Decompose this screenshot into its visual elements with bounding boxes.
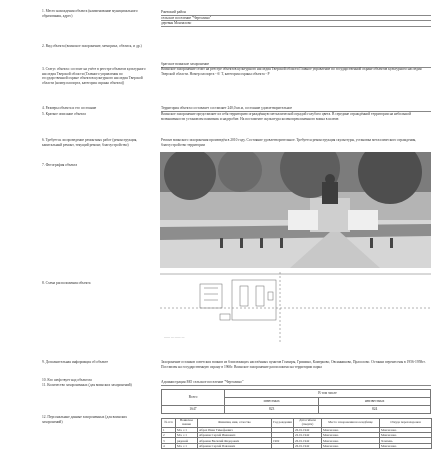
memorial-photo-image bbox=[160, 152, 431, 268]
row-death-date: 22.01.1942 bbox=[294, 432, 322, 437]
stats-known-header: известных bbox=[225, 398, 319, 406]
label-buried-count: 11. Количество захороненных (для воинских захоронений) bbox=[42, 383, 132, 387]
row-burial-place: Мончалово bbox=[322, 427, 380, 432]
burial-header-death-date: Дата гибели (смерти) bbox=[294, 419, 322, 428]
burial-header-num: № п/п bbox=[162, 419, 176, 428]
repairs-value: Ремонт воинского захоронения произведён в 2010 году. Состояние удовлетворительное. Требуется реконструкция скульптуры, установка металлического ограждения, благоустройство территории bbox=[161, 138, 417, 147]
row-num: 4 bbox=[162, 443, 176, 448]
burial-header-reburied-from: Откуда перезахоронен bbox=[380, 419, 432, 428]
row-rank: Мл. с-т bbox=[176, 432, 198, 437]
label-size: 4. Размеры объекта и его состояние bbox=[42, 106, 97, 110]
stats-known-value: 823 bbox=[225, 406, 319, 414]
row-death-date: 26.01.1942 bbox=[294, 427, 322, 432]
label-description: 5. Краткое описание объекта bbox=[42, 112, 86, 116]
row-burial-place: Мончалово bbox=[322, 438, 380, 443]
stats-total-header: Всего bbox=[162, 390, 225, 406]
row-reburied-from: Мончалово bbox=[380, 427, 432, 432]
patron-value: Администрация МО сельское поселение "Чертолино" bbox=[161, 380, 431, 386]
row-rank: Мл. с-т bbox=[176, 443, 198, 448]
label-repairs: 6. Требуется ли проведение ремонтных работ (реконструкция, капитальный ремонт, текущий ремонт, благоустройство) bbox=[42, 138, 138, 147]
table-row bbox=[162, 427, 432, 432]
label-additional-info: 9. Дополнительная информация об объекте bbox=[42, 360, 109, 364]
row-num: 3 bbox=[162, 438, 176, 443]
stats-unknown-header: неизвестных bbox=[319, 398, 431, 406]
location-scheme-drawing bbox=[160, 272, 431, 342]
row-name: Абрамов Сергей Павлович bbox=[198, 443, 272, 448]
row-reburied-from: Мончалово bbox=[380, 443, 432, 448]
label-object-type: 2. Вид объекта (воинское захоронение, мемориал, обелиск, и др.) bbox=[42, 44, 142, 48]
row-num: 1 bbox=[162, 427, 176, 432]
row-name: Абрах Иван Тимофеевич bbox=[198, 427, 272, 432]
burial-header-name: Фамилия, имя, отчество bbox=[198, 419, 272, 428]
burial-header-burial-place: Место захоронения на кладбище bbox=[322, 419, 380, 428]
status-value: Воинское захоронение стоит на реестре объектов культурного наследия Тверской области Главное управление по государственной охране объектов культурного наследия Тверской области. Номер паспорта - б/ Т, категория охраны объекта - Р bbox=[161, 67, 422, 76]
row-death-date: 26.01.1942 bbox=[294, 443, 322, 448]
label-location: 1. Место нахождения объекта (наименование муниципального образования, адрес) bbox=[42, 9, 138, 18]
label-status: 3. Статус объекта: состоит на учёте в реестре объектов культурного наследия Тверской области (Главного управления по государственной охране объектов культурного наследия Тверской области (номер паспорта, категория охраны объекта)) bbox=[42, 67, 146, 85]
row-reburied-from: Хлепень bbox=[380, 438, 432, 443]
buried-count-table bbox=[161, 389, 431, 414]
additional-info-value: Захоронение останков советских воинов из близлежащих населённых пунктов Гончары, Гришино, Камерково, Овсянниково, Прасолово. Останки перенесены в 1956-1958гг. Поставлен на государственную охрану в 1960г. Воинское захоронение расположено на территории парка bbox=[161, 360, 426, 369]
location-district: Ржевский район bbox=[161, 10, 431, 16]
row-rank: Мл. с-т bbox=[176, 427, 198, 432]
table-row bbox=[162, 438, 432, 443]
burial-header-rank: Воинское звание bbox=[176, 419, 198, 428]
label-scheme: 8. Схема расположения объекта bbox=[42, 281, 91, 285]
burial-header-birth-year: Год рождения bbox=[272, 419, 294, 428]
location-settlement: сельское поселение "Чертолино" bbox=[161, 16, 431, 22]
label-patron: 10. Кто шефствует над объектом bbox=[42, 378, 92, 382]
table-row bbox=[162, 432, 432, 437]
object-type-value: братское воинское захоронение bbox=[161, 62, 431, 68]
row-reburied-from: Мончалово bbox=[380, 432, 432, 437]
burial-list-table bbox=[161, 418, 432, 449]
row-burial-place: Мончалово bbox=[322, 432, 380, 437]
row-burial-place: Мончалово bbox=[322, 443, 380, 448]
svg-text:—— — —— —: —— — —— — bbox=[164, 335, 185, 339]
label-photo: 7. Фотография объекта bbox=[42, 163, 78, 167]
row-num: 2 bbox=[162, 432, 176, 437]
row-name: Абрамов Василий Федорович bbox=[198, 438, 272, 443]
location-scheme bbox=[160, 272, 431, 342]
row-rank: рядовой bbox=[176, 438, 198, 443]
location-village: деревня Мончалово bbox=[161, 21, 431, 27]
row-birth-year bbox=[272, 443, 294, 448]
location-values bbox=[161, 10, 431, 27]
label-personal-data: 12. Персональные данные захороненных (для воинских захоронений) bbox=[42, 415, 128, 424]
stats-including-header: В том числе bbox=[225, 390, 431, 398]
description-value: Воинское захоронение представляет из себя территорию ограждённую металлической оградой голубого цвета. В середине ограждённой территории на небольшой возвышенности установлен памятник и надгробие. На постаменте скульптура коленопреклоненного воина в шлеме. bbox=[161, 112, 412, 121]
memorial-photo bbox=[160, 152, 431, 268]
row-name: Абрамов Сергей Иванович bbox=[198, 432, 272, 437]
stats-unknown-value: 824 bbox=[319, 406, 431, 414]
size-value: Территория объекта составляет составляет 240,0 кв.м, состояние удовлетворительное bbox=[161, 106, 431, 112]
row-death-date: 26.01.1942 bbox=[294, 438, 322, 443]
row-birth-year: 1902 bbox=[272, 438, 294, 443]
stats-total-value: 1647 bbox=[162, 406, 225, 414]
table-row bbox=[162, 443, 432, 448]
